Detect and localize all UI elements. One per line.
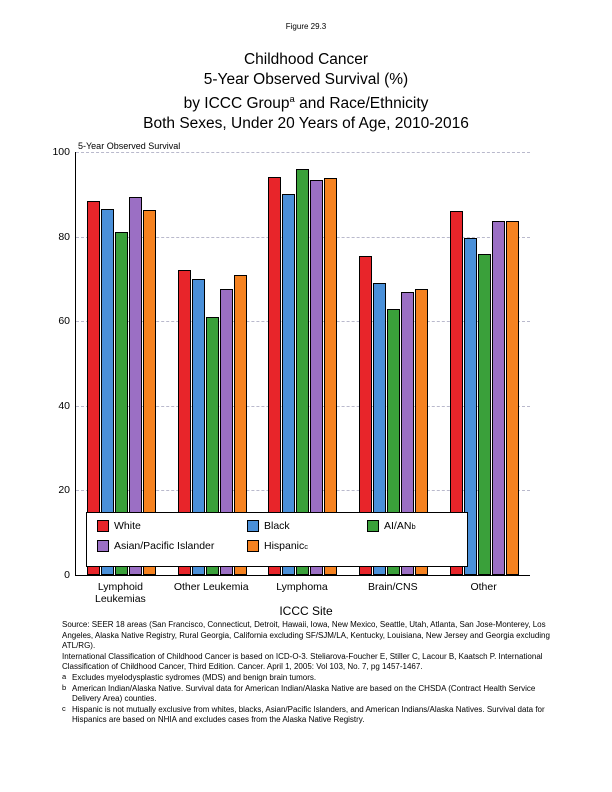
footnote-c-text: Hispanic is not mutually exclusive from whites, blacks, Asian/Pacific Islanders, and American Indians/Alaska Natives. Survival data for Hispanics are based on NHIA and excludes cases from the Alaska Native Registry. (72, 704, 545, 725)
legend-label-hispanic: Hispanic (264, 540, 305, 552)
chart-title (0, 50, 612, 134)
x-axis-category-label-line: Lymphoid (97, 581, 143, 593)
y-axis-tick-label: 60 (58, 315, 70, 328)
legend-footnote-marker-b: b (411, 521, 416, 531)
footnote-source: Source: SEER 18 areas (San Francisco, Connecticut, Detroit, Hawaii, Iowa, New Mexico, Seattle, Utah, Atlanta, San Jose-Monterey, Los Angeles, Alaska Native Registry, Rural Georgia, California excluding SF/SJM/LA, Kentucky, Louisiana, New Jersey and Georgia excluding ATL/RG). (62, 620, 550, 651)
legend-item-white (97, 520, 247, 532)
footnote-a-marker: a (62, 671, 67, 681)
bar (506, 221, 519, 575)
legend-footnote-marker-c: c (304, 541, 309, 551)
y-axis-tick-label: 20 (58, 484, 70, 497)
y-axis-tick-label: 80 (58, 230, 70, 243)
x-axis-category-label (428, 581, 539, 593)
x-axis-category-label-line: Other (470, 581, 497, 593)
y-axis-tick-label: 0 (64, 569, 70, 581)
footnote-a-text: Excludes myelodysplastic sydromes (MDS) and benign brain tumors. (72, 672, 317, 682)
legend-swatch-white (97, 520, 109, 532)
legend-label-api: Asian/Pacific Islander (114, 540, 215, 552)
footnote-c-marker: c (62, 703, 66, 713)
x-axis-category-label-line: Lymphoma (276, 581, 328, 593)
bar (478, 254, 491, 575)
legend-swatch-hispanic (247, 540, 259, 552)
y-axis-tick-label: 40 (58, 399, 70, 412)
title-line-2: 5-Year Observed Survival (%) (203, 71, 409, 88)
footnotes (62, 620, 562, 726)
title-line-4: Both Sexes, Under 20 Years of Age, 2010-2016 (143, 115, 469, 133)
title-footnote-marker-a: a (289, 94, 295, 105)
y-axis-note: 5-Year Observed Survival (78, 141, 181, 151)
y-axis-tick-labels (38, 146, 70, 581)
footnote-b-text: American Indian/Alaska Native. Survival data for American Indian/Alaska Native are based on the CHSDA (Contract Health Service Delivery Area) counties. (72, 683, 536, 704)
legend-swatch-aian (367, 520, 379, 532)
title-line-1: Childhood Cancer (243, 51, 369, 68)
legend-label-white: White (114, 520, 141, 532)
bar (492, 221, 505, 575)
legend-swatch-api (97, 540, 109, 552)
legend-row-1 (97, 520, 457, 540)
legend-swatch-black (247, 520, 259, 532)
y-axis-tick-label: 100 (52, 146, 70, 158)
title-line-3a: by ICCC Group (183, 95, 290, 113)
footnote-b (62, 684, 562, 705)
footnote-iccc: International Classification of Childhood Cancer is based on ICD-O-3. Steliarova-Foucher E, Stiller C, Lacour B, Kaatsch P. International Classification of Childhood Cancer, Third Edition. Cancer. April 1, 2005: Vol 103, No. 7, pg 1457-1467. (62, 651, 543, 672)
legend-item-api (97, 540, 247, 552)
legend-item-black (247, 520, 367, 532)
chart-legend (86, 512, 468, 567)
x-axis-category-label-line: Other Leukemia (173, 581, 249, 593)
title-line-3b: and Race/Ethnicity (294, 95, 429, 113)
x-axis-category-label-line: Brain/CNS (367, 581, 418, 593)
footnote-a (62, 673, 562, 684)
title-line-3 (0, 90, 612, 114)
legend-row-2 (97, 540, 457, 560)
legend-item-hispanic (247, 540, 367, 552)
footnote-b-marker: b (62, 682, 67, 692)
footnote-c (62, 705, 562, 726)
x-axis-title: ICCC Site (279, 604, 333, 618)
x-axis-category-label-line: Leukemias (95, 593, 146, 605)
legend-item-aian (367, 520, 416, 532)
legend-label-black: Black (264, 520, 290, 532)
figure-number: Figure 29.3 (285, 22, 327, 31)
legend-label-aian: AI/AN (384, 520, 412, 532)
